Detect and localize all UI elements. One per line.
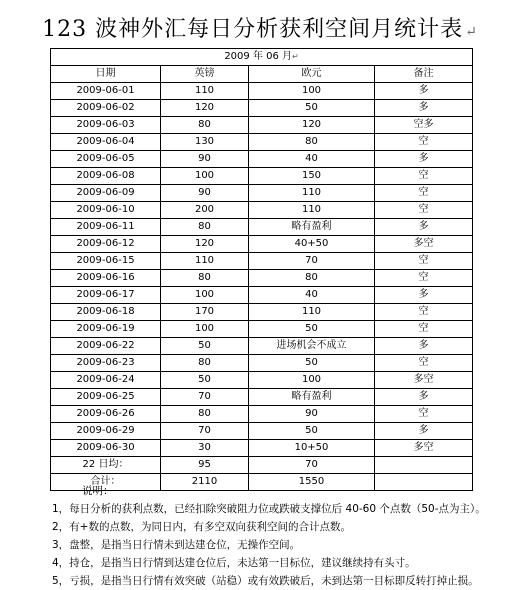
note-cell: 多空 <box>375 236 473 253</box>
date-cell: 2009-06-03 <box>51 117 161 134</box>
date-cell: 2009-06-15 <box>51 253 161 270</box>
date-cell: 2009-06-08 <box>51 168 161 185</box>
date-cell: 2009-06-29 <box>51 423 161 440</box>
eur-cell: 120 <box>249 117 375 134</box>
date-cell: 2009-06-11 <box>51 219 161 236</box>
note-cell: 多 <box>375 287 473 304</box>
date-cell: 2009-06-19 <box>51 321 161 338</box>
note-item: 2，有+数的点数，为同日内，有多空双向获利空间的合计点数。 <box>52 521 351 533</box>
note-cell: 多 <box>375 219 473 236</box>
table-row <box>51 253 473 270</box>
date-cell: 2009-06-26 <box>51 406 161 423</box>
note-cell: 空 <box>375 168 473 185</box>
average-row <box>51 457 473 474</box>
gbp-cell: 90 <box>161 151 249 168</box>
eur-cell: 50 <box>249 321 375 338</box>
eur-cell: 90 <box>249 406 375 423</box>
table-row <box>51 338 473 355</box>
note-cell: 空 <box>375 270 473 287</box>
average-note <box>375 457 473 474</box>
table-row <box>51 304 473 321</box>
table-row <box>51 151 473 168</box>
note-cell: 空 <box>375 202 473 219</box>
note-cell: 多 <box>375 338 473 355</box>
month-header-row <box>51 49 473 66</box>
total-gbp: 2110 <box>161 474 249 491</box>
col-header-note: 备注 <box>375 66 473 83</box>
table-row <box>51 321 473 338</box>
gbp-cell: 80 <box>161 406 249 423</box>
gbp-cell: 100 <box>161 287 249 304</box>
gbp-cell: 80 <box>161 219 249 236</box>
notes-section <box>52 482 486 590</box>
note-item: 5，亏损，是指当日行情有效突破（站稳）或有效跌破后，未到达第一目标即反转打掉止损。 <box>52 575 479 587</box>
eur-cell: 进场机会不成立 <box>249 338 375 355</box>
total-label: 合计： <box>51 474 161 491</box>
eur-cell: 80 <box>249 270 375 287</box>
total-eur: 1550 <box>249 474 375 491</box>
table-row <box>51 236 473 253</box>
date-cell: 2009-06-02 <box>51 100 161 117</box>
eur-cell: 略有盈利 <box>249 219 375 236</box>
note-cell: 空 <box>375 321 473 338</box>
note-cell: 空 <box>375 185 473 202</box>
eur-cell: 10+50 <box>249 440 375 457</box>
gbp-cell: 120 <box>161 236 249 253</box>
note-cell: 空 <box>375 355 473 372</box>
table-row <box>51 440 473 457</box>
table-row <box>51 100 473 117</box>
date-cell: 2009-06-18 <box>51 304 161 321</box>
note-item: 3，盘整，是指当日行情未到达建仓位，无操作空间。 <box>52 539 301 551</box>
note-cell: 多 <box>375 83 473 100</box>
date-cell: 2009-06-24 <box>51 372 161 389</box>
table-row <box>51 202 473 219</box>
average-label: 22 日均： <box>51 457 161 474</box>
gbp-cell: 90 <box>161 185 249 202</box>
column-header-row <box>51 66 473 83</box>
date-cell: 2009-06-09 <box>51 185 161 202</box>
table-row <box>51 406 473 423</box>
table-row <box>51 134 473 151</box>
date-cell: 2009-06-25 <box>51 389 161 406</box>
note-cell: 多空 <box>375 372 473 389</box>
gbp-cell: 110 <box>161 253 249 270</box>
note-cell: 空 <box>375 253 473 270</box>
date-cell: 2009-06-17 <box>51 287 161 304</box>
table-row <box>51 287 473 304</box>
col-header-gbp: 英镑 <box>161 66 249 83</box>
note-cell: 多 <box>375 389 473 406</box>
gbp-cell: 200 <box>161 202 249 219</box>
eur-cell: 略有盈利 <box>249 389 375 406</box>
eur-cell: 80 <box>249 134 375 151</box>
date-cell: 2009-06-12 <box>51 236 161 253</box>
eur-cell: 110 <box>249 185 375 202</box>
gbp-cell: 50 <box>161 338 249 355</box>
gbp-cell: 30 <box>161 440 249 457</box>
eur-cell: 50 <box>249 355 375 372</box>
eur-cell: 70 <box>249 253 375 270</box>
eur-cell: 40+50 <box>249 236 375 253</box>
table-row <box>51 270 473 287</box>
eur-cell: 50 <box>249 100 375 117</box>
date-cell: 2009-06-10 <box>51 202 161 219</box>
gbp-cell: 100 <box>161 168 249 185</box>
date-cell: 2009-06-23 <box>51 355 161 372</box>
date-cell: 2009-06-05 <box>51 151 161 168</box>
note-cell: 多 <box>375 151 473 168</box>
table-row <box>51 219 473 236</box>
gbp-cell: 110 <box>161 83 249 100</box>
date-cell: 2009-06-30 <box>51 440 161 457</box>
page-title <box>0 12 520 43</box>
note-cell: 空 <box>375 134 473 151</box>
eur-cell: 150 <box>249 168 375 185</box>
eur-cell: 40 <box>249 151 375 168</box>
note-cell: 空 <box>375 406 473 423</box>
gbp-cell: 80 <box>161 355 249 372</box>
eur-cell: 100 <box>249 372 375 389</box>
table-row <box>51 389 473 406</box>
gbp-cell: 80 <box>161 117 249 134</box>
note-cell: 空多 <box>375 117 473 134</box>
table-row <box>51 372 473 389</box>
col-header-date: 日期 <box>51 66 161 83</box>
eur-cell: 50 <box>249 423 375 440</box>
paragraph-mark: ↵ <box>465 24 478 40</box>
gbp-cell: 170 <box>161 304 249 321</box>
date-cell: 2009-06-16 <box>51 270 161 287</box>
average-eur: 70 <box>249 457 375 474</box>
note-cell: 空 <box>375 304 473 321</box>
gbp-cell: 70 <box>161 423 249 440</box>
eur-cell: 100 <box>249 83 375 100</box>
table-row <box>51 355 473 372</box>
note-cell: 多 <box>375 100 473 117</box>
stats-table <box>50 48 473 491</box>
eur-cell: 110 <box>249 202 375 219</box>
table-row <box>51 423 473 440</box>
note-item: 4，持仓，是指当日行情到达建仓位后，未达第一目标位，建议继续持有头寸。 <box>52 557 416 569</box>
col-header-eur: 欧元 <box>249 66 375 83</box>
note-cell: 多 <box>375 423 473 440</box>
note-cell: 多空 <box>375 440 473 457</box>
table-row <box>51 117 473 134</box>
table-row <box>51 83 473 100</box>
gbp-cell: 80 <box>161 270 249 287</box>
gbp-cell: 120 <box>161 100 249 117</box>
gbp-cell: 50 <box>161 372 249 389</box>
date-cell: 2009-06-04 <box>51 134 161 151</box>
gbp-cell: 70 <box>161 389 249 406</box>
gbp-cell: 130 <box>161 134 249 151</box>
average-gbp: 95 <box>161 457 249 474</box>
table-row <box>51 168 473 185</box>
notes-heading: 说明： <box>82 485 114 497</box>
date-cell: 2009-06-01 <box>51 83 161 100</box>
date-cell: 2009-06-22 <box>51 338 161 355</box>
table-row <box>51 185 473 202</box>
cell-mark: ↵ <box>292 52 299 61</box>
title-text: 123 波神外汇每日分析获利空间月统计表 <box>42 17 464 42</box>
eur-cell: 40 <box>249 287 375 304</box>
gbp-cell: 100 <box>161 321 249 338</box>
table-body <box>51 83 473 457</box>
eur-cell: 110 <box>249 304 375 321</box>
month-header: 2009 年 06 月↵ <box>51 49 473 66</box>
note-item: 1，每日分析的获利点数，已经扣除突破阻力位或跌破支撑位后 40-60 个点数（50-点为主）。 <box>52 503 486 515</box>
